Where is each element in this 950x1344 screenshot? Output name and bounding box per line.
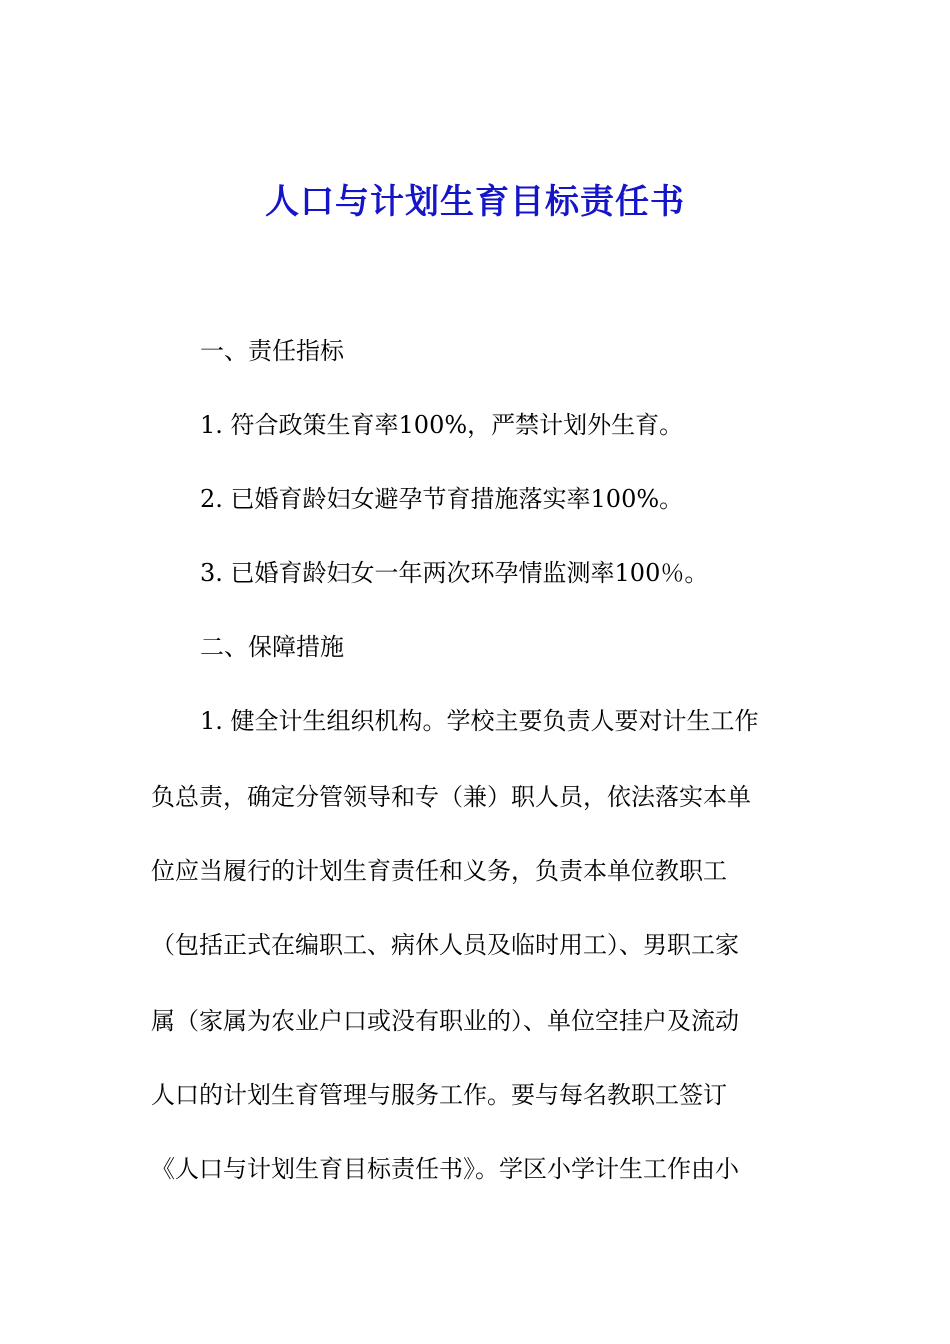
section-heading-responsibility-indicators: 一、责任指标: [200, 337, 344, 365]
paragraph-line: 属（家属为农业户口或没有职业的）、单位空挂户及流动: [151, 1007, 739, 1035]
paragraph-line: 人口的计划生育管理与服务工作。要与每名教职工签订: [151, 1081, 727, 1109]
paragraph-line: 3. 已婚育龄妇女一年两次环孕情监测率100％。: [200, 559, 709, 587]
paragraph-line: 位应当履行的计划生育责任和义务，负责本单位教职工: [151, 857, 727, 885]
paragraph-line: （包括正式在编职工、病休人员及临时用工）、男职工家: [151, 931, 739, 959]
document-title: 人口与计划生育目标责任书: [265, 182, 685, 222]
paragraph-line: 1. 健全计生组织机构。学校主要负责人要对计生工作: [200, 707, 759, 735]
paragraph-line: 1. 符合政策生育率100%，严禁计划外生育。: [200, 411, 684, 439]
paragraph-line: 《人口与计划生育目标责任书》。学区小学计生工作由小: [151, 1155, 739, 1183]
paragraph-line: 2. 已婚育龄妇女避孕节育措施落实率100%。: [200, 485, 684, 513]
section-heading-safeguard-measures: 二、保障措施: [200, 633, 344, 661]
paragraph-line: 负总责，确定分管领导和专（兼）职人员，依法落实本单: [151, 783, 751, 811]
